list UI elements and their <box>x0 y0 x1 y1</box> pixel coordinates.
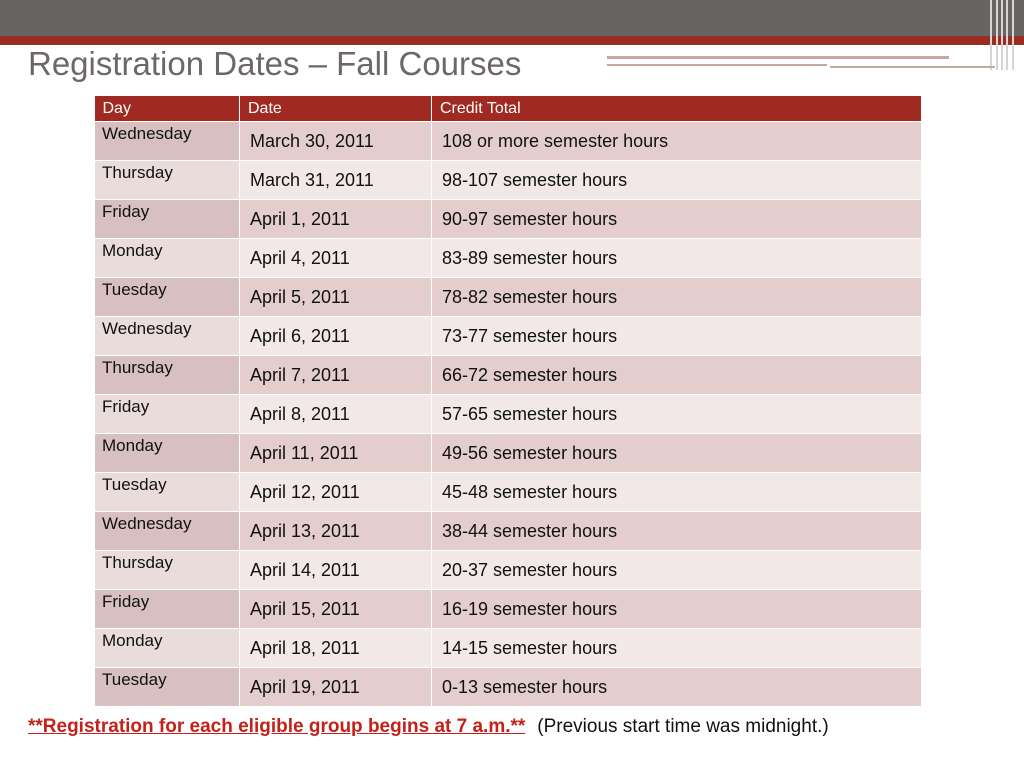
day-cell: Friday <box>95 395 240 434</box>
table-row <box>95 668 922 707</box>
credit-total-cell: 0-13 semester hours <box>432 668 922 707</box>
table-row <box>95 278 922 317</box>
day-cell: Monday <box>95 239 240 278</box>
table-row <box>95 512 922 551</box>
column-header-day: Day <box>95 96 240 122</box>
previous-start-time-note: (Previous start time was midnight.) <box>537 716 829 737</box>
decorative-line <box>607 56 949 59</box>
slide-title: Registration Dates – Fall Courses <box>28 45 522 82</box>
day-cell: Wednesday <box>95 512 240 551</box>
table-row <box>95 239 922 278</box>
table-row <box>95 356 922 395</box>
table-row <box>95 434 922 473</box>
table-row <box>95 161 922 200</box>
date-cell: April 8, 2011 <box>240 395 432 434</box>
credit-total-cell: 16-19 semester hours <box>432 590 922 629</box>
day-cell: Friday <box>95 590 240 629</box>
credit-total-cell: 20-37 semester hours <box>432 551 922 590</box>
table-row <box>95 395 922 434</box>
date-cell: April 5, 2011 <box>240 278 432 317</box>
date-cell: April 14, 2011 <box>240 551 432 590</box>
date-cell: April 1, 2011 <box>240 200 432 239</box>
table-header-row <box>95 96 922 122</box>
date-cell: April 12, 2011 <box>240 473 432 512</box>
credit-total-cell: 83-89 semester hours <box>432 239 922 278</box>
slide-accent-band <box>0 36 1024 45</box>
date-cell: April 4, 2011 <box>240 239 432 278</box>
registration-table-container <box>94 96 921 707</box>
footnote <box>28 716 829 738</box>
day-cell: Thursday <box>95 356 240 395</box>
date-cell: April 13, 2011 <box>240 512 432 551</box>
credit-total-cell: 66-72 semester hours <box>432 356 922 395</box>
day-cell: Monday <box>95 629 240 668</box>
column-header-credit-total: Credit Total <box>432 96 922 122</box>
day-cell: Thursday <box>95 161 240 200</box>
table-row <box>95 200 922 239</box>
table-row <box>95 551 922 590</box>
day-cell: Monday <box>95 434 240 473</box>
table-row <box>95 629 922 668</box>
table-row <box>95 317 922 356</box>
table-row <box>95 122 922 161</box>
decorative-line <box>830 66 995 68</box>
date-cell: March 30, 2011 <box>240 122 432 161</box>
decorative-vertical-lines <box>990 0 1016 70</box>
date-cell: April 19, 2011 <box>240 668 432 707</box>
date-cell: April 15, 2011 <box>240 590 432 629</box>
registration-time-notice: **Registration for each eligible group begins at 7 a.m.** <box>28 716 526 737</box>
date-cell: April 11, 2011 <box>240 434 432 473</box>
column-header-date: Date <box>240 96 432 122</box>
table-row <box>95 590 922 629</box>
credit-total-cell: 14-15 semester hours <box>432 629 922 668</box>
credit-total-cell: 108 or more semester hours <box>432 122 922 161</box>
credit-total-cell: 73-77 semester hours <box>432 317 922 356</box>
day-cell: Friday <box>95 200 240 239</box>
credit-total-cell: 78-82 semester hours <box>432 278 922 317</box>
date-cell: April 6, 2011 <box>240 317 432 356</box>
date-cell: April 7, 2011 <box>240 356 432 395</box>
table-body <box>95 122 922 707</box>
day-cell: Tuesday <box>95 278 240 317</box>
registration-table <box>94 96 922 707</box>
table-row <box>95 473 922 512</box>
credit-total-cell: 90-97 semester hours <box>432 200 922 239</box>
day-cell: Tuesday <box>95 473 240 512</box>
day-cell: Wednesday <box>95 317 240 356</box>
day-cell: Tuesday <box>95 668 240 707</box>
credit-total-cell: 38-44 semester hours <box>432 512 922 551</box>
date-cell: March 31, 2011 <box>240 161 432 200</box>
date-cell: April 18, 2011 <box>240 629 432 668</box>
day-cell: Thursday <box>95 551 240 590</box>
decorative-line <box>607 64 827 66</box>
credit-total-cell: 49-56 semester hours <box>432 434 922 473</box>
credit-total-cell: 57-65 semester hours <box>432 395 922 434</box>
slide-top-bar <box>0 0 1024 36</box>
credit-total-cell: 98-107 semester hours <box>432 161 922 200</box>
day-cell: Wednesday <box>95 122 240 161</box>
credit-total-cell: 45-48 semester hours <box>432 473 922 512</box>
